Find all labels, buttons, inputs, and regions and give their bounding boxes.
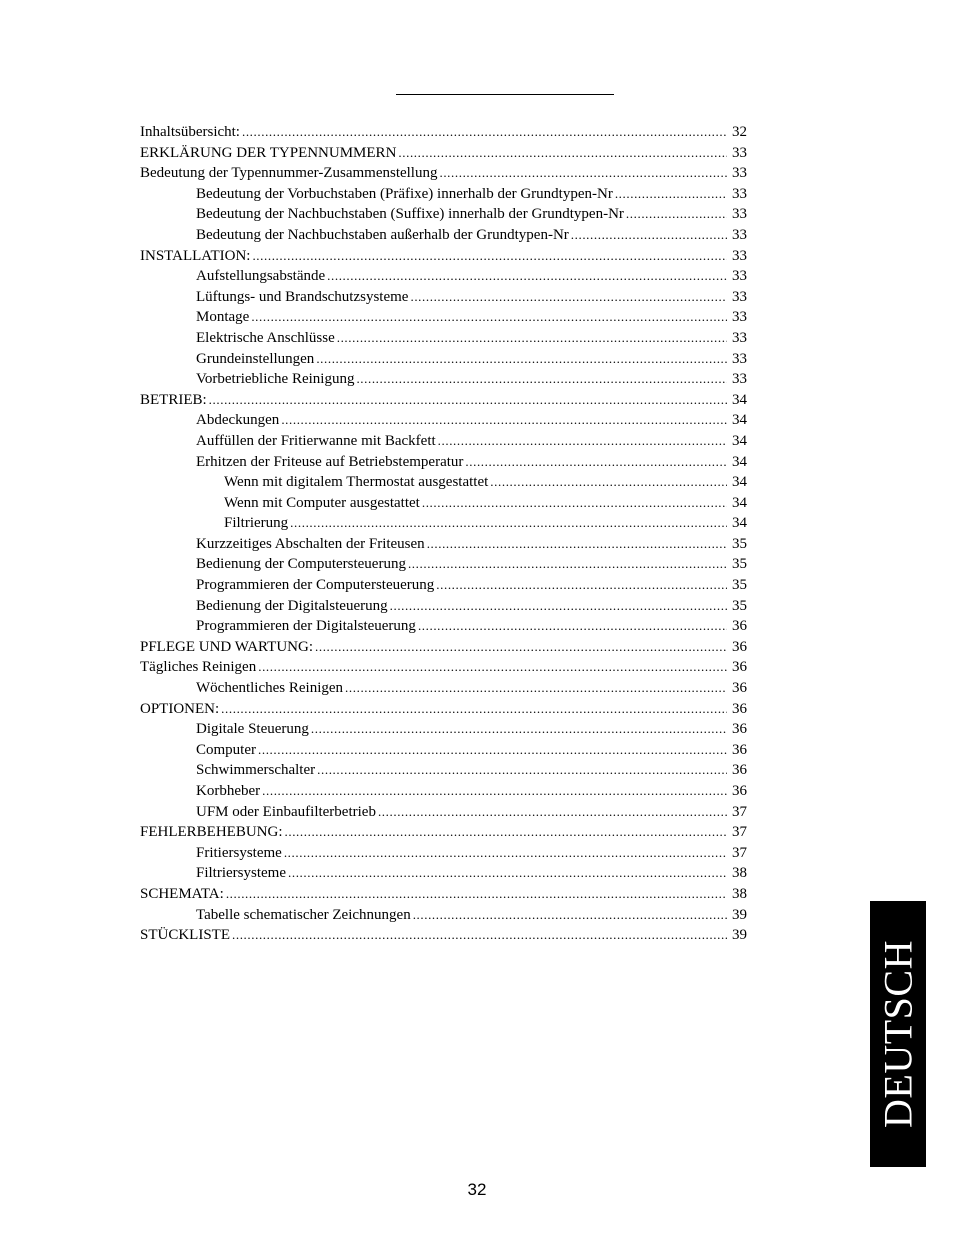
toc-entry-label: Programmieren der Computersteuerung <box>196 577 435 594</box>
toc-entry[interactable] <box>140 410 747 431</box>
toc-entry[interactable] <box>140 163 747 184</box>
toc-dot-leader <box>408 554 727 575</box>
toc-dot-leader <box>410 287 727 308</box>
toc-entry[interactable] <box>140 452 747 473</box>
toc-dot-leader <box>262 781 727 802</box>
toc-entry-page: 36 <box>732 783 747 799</box>
toc-entry-page: 36 <box>732 700 747 717</box>
toc-dot-leader <box>209 390 727 411</box>
toc-entry-page: 33 <box>732 185 747 202</box>
toc-dot-leader <box>490 472 727 493</box>
toc-dot-leader <box>439 163 727 184</box>
toc-entry-page: 36 <box>732 741 747 758</box>
toc-dot-leader <box>311 719 727 740</box>
toc-dot-leader <box>422 493 727 514</box>
toc-entry-page: 36 <box>732 659 747 676</box>
toc-entry[interactable] <box>140 719 747 740</box>
toc-entry-label: Korbheber <box>196 783 261 799</box>
toc-entry[interactable] <box>140 925 747 946</box>
toc-entry-label: Wenn mit digitalem Thermostat ausgestattet <box>224 474 489 491</box>
toc-entry-label: SCHEMATA: <box>140 885 224 902</box>
toc-entry[interactable] <box>140 287 747 308</box>
toc-entry-label: INSTALLATION: <box>140 247 251 264</box>
toc-entry-label: Elektrische Anschlüsse <box>196 329 335 346</box>
toc-entry[interactable] <box>140 472 747 493</box>
toc-entry-label: Grundeinstellungen <box>196 350 315 367</box>
toc-entry-page: 37 <box>732 824 747 841</box>
toc-entry-page: 33 <box>732 288 747 305</box>
toc-entry[interactable] <box>140 493 747 514</box>
toc-dot-leader <box>288 863 727 884</box>
toc-entry-page: 36 <box>732 762 747 779</box>
toc-entry[interactable] <box>140 328 747 349</box>
toc-entry[interactable] <box>140 246 747 267</box>
toc-dot-leader <box>251 307 727 328</box>
toc-entry-page: 35 <box>732 556 747 573</box>
language-tab-label: DEUTSCH <box>875 940 921 1128</box>
toc-entry-label: Lüftungs- und Brandschutzsysteme <box>196 288 409 305</box>
toc-entry[interactable] <box>140 863 747 884</box>
toc-entry-label: Digitale Steuerung <box>196 721 309 738</box>
toc-entry[interactable] <box>140 534 747 555</box>
header-rule <box>396 94 614 95</box>
toc-entry[interactable] <box>140 369 747 390</box>
language-tab <box>870 901 926 1167</box>
toc-entry[interactable] <box>140 740 747 761</box>
toc-dot-leader <box>571 225 727 246</box>
toc-entry-page: 36 <box>732 618 747 635</box>
toc-entry[interactable] <box>140 596 747 617</box>
toc-entry-label: Wenn mit Computer ausgestattet <box>224 494 420 511</box>
toc-dot-leader <box>258 657 727 678</box>
toc-dot-leader <box>327 266 727 287</box>
toc-entry-label: Kurzzeitiges Abschalten der Friteusen <box>196 535 425 552</box>
toc-dot-leader <box>418 616 727 637</box>
toc-entry[interactable] <box>140 637 747 658</box>
toc-entry-page: 33 <box>732 165 747 182</box>
toc-entry-label: Schwimmerschalter <box>196 762 316 779</box>
toc-dot-leader <box>427 534 727 555</box>
toc-entry-label: Tabelle schematischer Zeichnungen <box>196 906 411 923</box>
toc-entry[interactable] <box>140 307 747 328</box>
toc-entry-label: OPTIONEN: <box>140 700 220 717</box>
toc-entry[interactable] <box>140 349 747 370</box>
toc-dot-leader <box>232 925 727 946</box>
toc-entry-page: 32 <box>732 124 747 140</box>
toc-dot-leader <box>315 637 727 658</box>
toc-entry[interactable] <box>140 822 747 843</box>
toc-dot-leader <box>317 760 727 781</box>
toc-dot-leader <box>438 431 727 452</box>
toc-entry-label: Filtriersysteme <box>196 865 286 882</box>
toc-entry[interactable] <box>140 513 747 534</box>
toc-entry[interactable] <box>140 678 747 699</box>
toc-entry-page: 33 <box>732 247 747 264</box>
toc-entry[interactable] <box>140 760 747 781</box>
toc-entry-page: 38 <box>732 885 747 902</box>
toc-entry-page: 33 <box>732 371 747 388</box>
toc-dot-leader <box>316 349 727 370</box>
toc-entry-label: Aufstellungsabstände <box>196 268 326 285</box>
toc-entry[interactable] <box>140 122 747 143</box>
toc-entry-page: 36 <box>732 721 747 738</box>
toc-entry-page: 33 <box>732 329 747 346</box>
toc-entry-page: 33 <box>732 309 747 326</box>
toc-entry-page: 37 <box>732 844 747 861</box>
toc-dot-leader <box>345 678 727 699</box>
toc-entry[interactable] <box>140 657 747 678</box>
toc-entry-label: Computer <box>196 741 256 758</box>
toc-entry-label: ERKLÄRUNG DER TYPENNUMMERN <box>140 144 397 161</box>
toc-dot-leader <box>284 843 727 864</box>
toc-entry[interactable] <box>140 184 747 205</box>
toc-entry-page: 33 <box>732 268 747 285</box>
toc-entry-page: 34 <box>732 391 747 408</box>
toc-dot-leader <box>221 699 727 720</box>
toc-entry-label: Erhitzen der Friteuse auf Betriebstemperatur <box>196 453 464 470</box>
toc-entry-label: STÜCKLISTE <box>140 927 230 944</box>
toc-entry[interactable] <box>140 843 747 864</box>
toc-entry-label: Bedeutung der Typennummer-Zusammenstellung <box>140 165 438 182</box>
toc-entry-label: UFM oder Einbaufilterbetrieb <box>196 803 376 820</box>
toc-entry-page: 34 <box>732 494 747 511</box>
toc-dot-leader <box>413 905 727 926</box>
toc-entry-label: Montage <box>196 309 250 326</box>
toc-dot-leader <box>281 410 727 431</box>
toc-entry-page: 33 <box>732 144 747 161</box>
toc-entry-label: Vorbetriebliche Reinigung <box>196 371 355 388</box>
toc-entry-label: Abdeckungen <box>196 412 280 429</box>
toc-entry-label: Bedeutung der Vorbuchstaben (Präfixe) innerhalb der Grundtypen-Nr <box>196 185 613 202</box>
toc-entry-label: BETRIEB: <box>140 391 207 408</box>
toc-entry[interactable] <box>140 802 747 823</box>
toc-dot-leader <box>242 122 727 143</box>
toc-entry[interactable] <box>140 884 747 905</box>
toc-entry-page: 34 <box>732 515 747 532</box>
toc-dot-leader <box>465 452 727 473</box>
toc-entry-page: 33 <box>732 350 747 367</box>
toc-entry-page: 36 <box>732 638 747 655</box>
toc-entry-page: 37 <box>732 803 747 820</box>
page-number: 32 <box>467 1180 487 1199</box>
toc-entry-page: 35 <box>732 597 747 614</box>
toc-entry-label: Bedienung der Digitalsteuerung <box>196 597 388 614</box>
toc-entry-label: Auffüllen der Fritierwanne mit Backfett <box>196 432 436 449</box>
toc-dot-leader <box>626 204 727 225</box>
toc-entry-label: PFLEGE UND WARTUNG: <box>140 638 313 655</box>
toc-entry[interactable] <box>140 905 747 926</box>
toc-dot-leader <box>356 369 727 390</box>
toc-dot-leader <box>337 328 727 349</box>
toc-entry[interactable] <box>140 143 747 164</box>
table-of-contents <box>140 122 747 946</box>
toc-entry[interactable] <box>140 225 747 246</box>
toc-entry[interactable] <box>140 266 747 287</box>
toc-entry-page: 35 <box>732 535 747 552</box>
toc-entry[interactable] <box>140 575 747 596</box>
toc-dot-leader <box>285 822 728 843</box>
toc-dot-leader <box>378 802 727 823</box>
toc-dot-leader <box>290 513 727 534</box>
toc-entry-label: Programmieren der Digitalsteuerung <box>196 618 416 635</box>
toc-entry[interactable] <box>140 554 747 575</box>
toc-entry-page: 33 <box>732 206 747 223</box>
toc-entry[interactable] <box>140 431 747 452</box>
toc-dot-leader <box>615 184 727 205</box>
toc-entry-page: 38 <box>732 865 747 882</box>
toc-entry[interactable] <box>140 616 747 637</box>
toc-entry-label: Bedienung der Computersteuerung <box>196 556 406 573</box>
toc-entry[interactable] <box>140 204 747 225</box>
toc-entry[interactable] <box>140 781 747 802</box>
toc-entry-label: Bedeutung der Nachbuchstaben (Suffixe) innerhalb der Grundtypen-Nr <box>196 206 624 223</box>
toc-entry-page: 35 <box>732 577 747 594</box>
toc-entry-page: 33 <box>732 226 747 243</box>
toc-dot-leader <box>436 575 727 596</box>
toc-entry-page: 34 <box>732 432 747 449</box>
toc-entry-page: 34 <box>732 412 747 429</box>
toc-dot-leader <box>252 246 727 267</box>
toc-dot-leader <box>258 740 727 761</box>
toc-entry-label: Filtrierung <box>224 515 289 532</box>
toc-entry-label: Fritiersysteme <box>196 844 282 861</box>
toc-dot-leader <box>226 884 727 905</box>
toc-entry-page: 39 <box>732 906 747 923</box>
toc-entry-label: Inhaltsübersicht: <box>140 124 240 140</box>
toc-entry[interactable] <box>140 390 747 411</box>
toc-dot-leader <box>398 143 727 164</box>
toc-entry-page: 34 <box>732 453 747 470</box>
toc-entry[interactable] <box>140 699 747 720</box>
toc-entry-page: 34 <box>732 474 747 491</box>
toc-entry-page: 39 <box>732 927 747 944</box>
toc-entry-label: Wöchentliches Reinigen <box>196 680 344 697</box>
toc-entry-label: Bedeutung der Nachbuchstaben außerhalb der Grundtypen-Nr <box>196 226 569 243</box>
toc-dot-leader <box>390 596 727 617</box>
toc-entry-label: FEHLERBEHEBUNG: <box>140 824 283 841</box>
toc-entry-label: Tägliches Reinigen <box>140 659 257 676</box>
toc-entry-page: 36 <box>732 680 747 697</box>
